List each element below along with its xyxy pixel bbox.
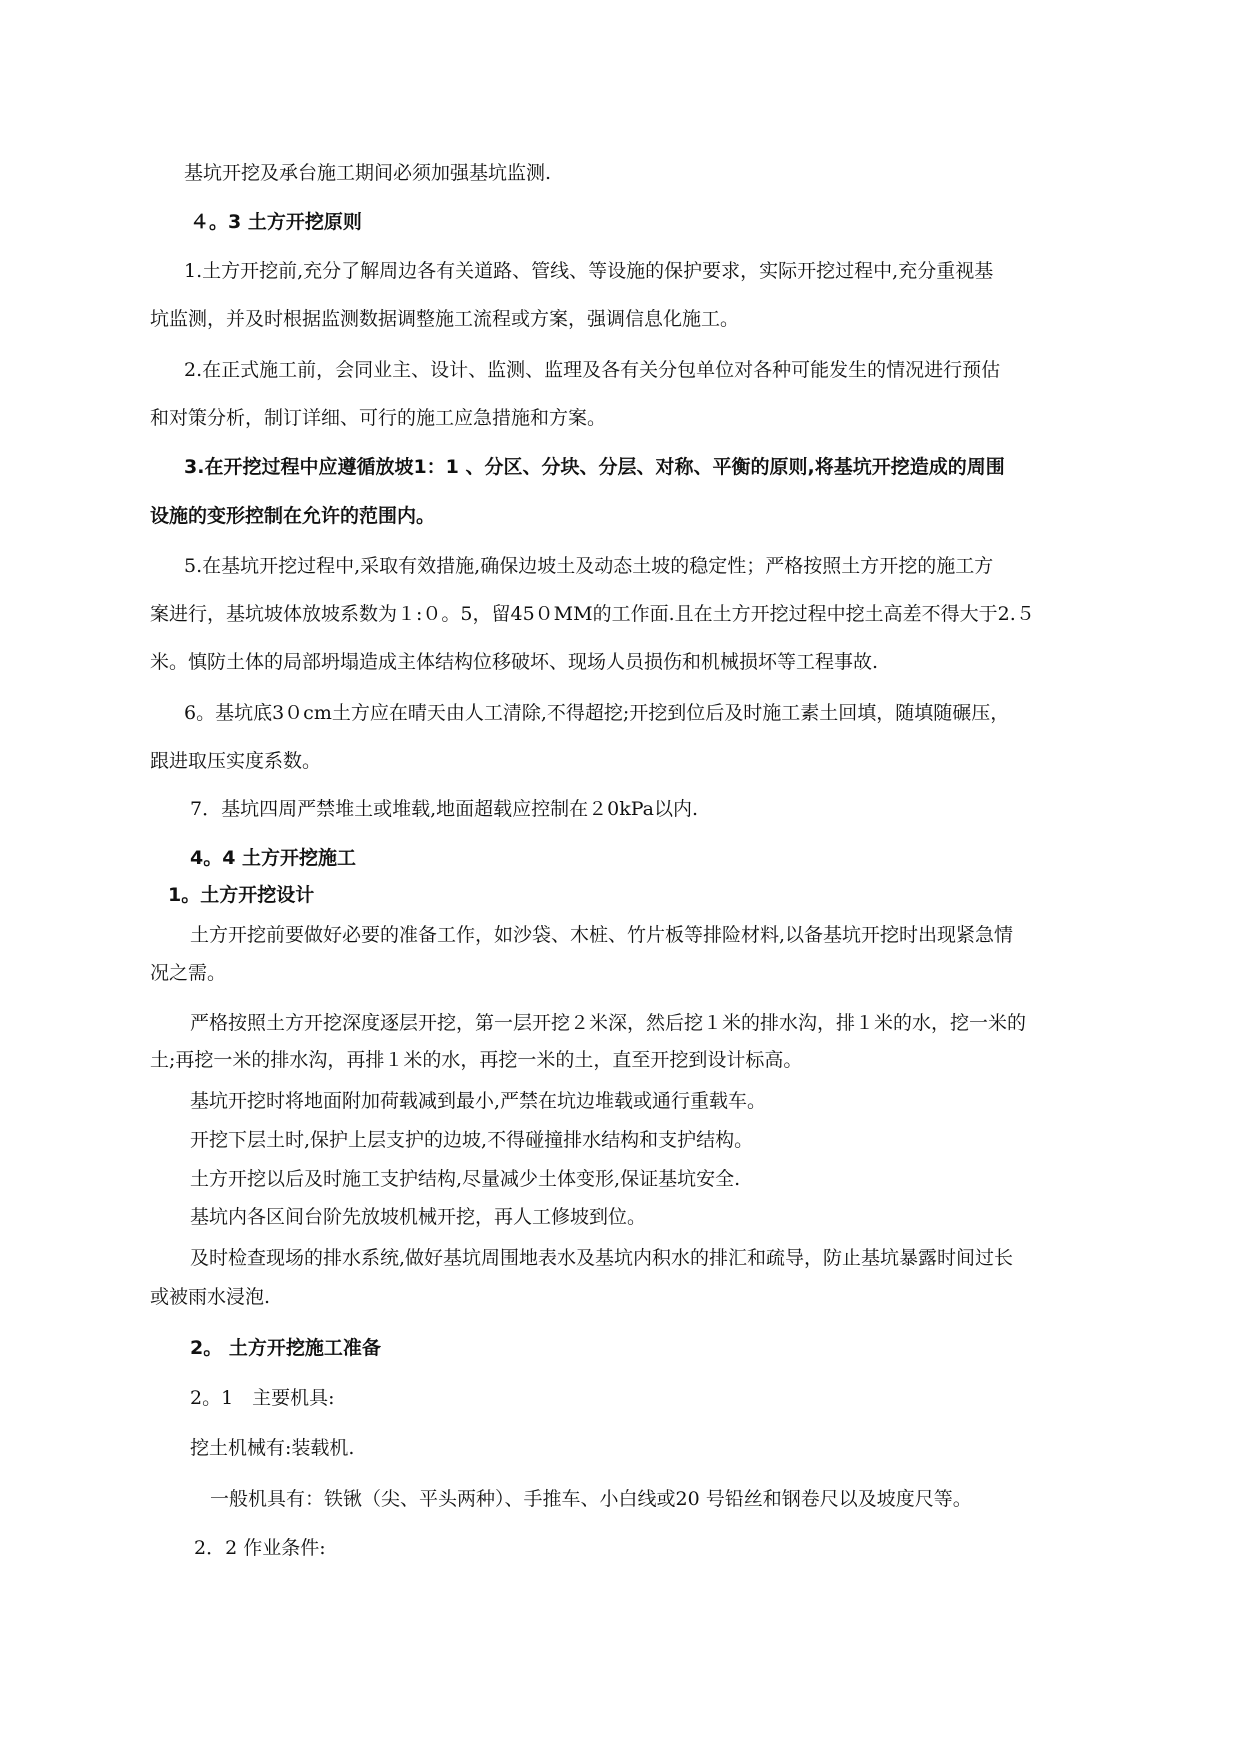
text-line: 2.在正式施工前，会同业主、设计、监测、监理及各有关分包单位对各种可能发生的情况进行预估	[184, 359, 1001, 381]
text-line: 土方开挖以后及时施工支护结构,尽量减少土体变形,保证基坑安全.	[190, 1168, 741, 1190]
text-line: 严格按照土方开挖深度逐层开挖，第一层开挖２米深，然后挖１米的排水沟，排１米的水，挖一米的	[190, 1012, 1027, 1034]
text-line: 挖土机械有:装载机.	[190, 1437, 355, 1459]
text-line: 开挖下层土时,保护上层支护的边坡,不得碰撞排水结构和支护结构。	[190, 1129, 754, 1151]
section-heading: 2。 土方开挖施工准备	[190, 1337, 381, 1359]
section-heading: ４。3 土方开挖原则	[190, 211, 362, 233]
section-heading: 4。4 土方开挖施工	[190, 847, 357, 869]
subsection-heading: 1。土方开挖设计	[168, 884, 315, 906]
text-line: 坑监测，并及时根据监测数据调整施工流程或方案，强调信息化施工。	[150, 308, 740, 330]
text-line: 案进行，基坑坡体放坡系数为１:０。5，留45０MM的工作面.且在土方开挖过程中挖土高差不得大于2.５	[150, 603, 1035, 625]
text-line: 和对策分析，制订详细、可行的施工应急措施和方案。	[150, 407, 607, 429]
text-line: 2。1 主要机具:	[190, 1387, 335, 1409]
text-line: 5.在基坑开挖过程中,采取有效措施,确保边坡土及动态土坡的稳定性；严格按照土方开挖的施工方	[184, 555, 994, 577]
text-line: 一般机具有：铁锹（尖、平头两种）、手推车、小白线或20 号铅丝和钢卷尺以及坡度尺等。	[210, 1488, 972, 1510]
text-line: 况之需。	[150, 962, 227, 984]
text-line: 米。慎防土体的局部坍塌造成主体结构位移破坏、现场人员损伤和机械损坏等工程事故.	[150, 651, 879, 673]
text-line: 7．基坑四周严禁堆土或堆载,地面超载应控制在２0kPa以内.	[190, 798, 699, 820]
text-line: 1.土方开挖前,充分了解周边各有关道路、管线、等设施的保护要求，实际开挖过程中,充分重视基	[184, 260, 994, 282]
bold-text-line: 3.在开挖过程中应遵循放坡1：1 、分区、分块、分层、对称、平衡的原则,将基坑开挖造成的周围	[184, 456, 1005, 478]
text-line: 6。基坑底3０cm土方应在晴天由人工清除,不得超挖;开挖到位后及时施工素土回填，随填随碾压，	[184, 702, 1010, 724]
text-line: 跟进取压实度系数。	[150, 750, 322, 772]
text-line: 基坑开挖时将地面附加荷载减到最小,严禁在坑边堆载或通行重载车。	[190, 1090, 767, 1112]
text-line: 或被雨水浸泡.	[150, 1286, 271, 1308]
text-line: 2．2 作业条件:	[194, 1537, 326, 1559]
text-line: 基坑内各区间台阶先放坡机械开挖，再人工修坡到位。	[190, 1206, 647, 1228]
text-line: 土;再挖一米的排水沟，再排１米的水，再挖一米的土，直至开挖到设计标高。	[150, 1049, 803, 1071]
text-line: 土方开挖前要做好必要的准备工作，如沙袋、木桩、竹片板等排险材料,以备基坑开挖时出现紧急情	[190, 924, 1014, 946]
bold-text-line: 设施的变形控制在允许的范围内。	[150, 505, 436, 527]
text-line: 基坑开挖及承台施工期间必须加强基坑监测.	[184, 162, 552, 184]
text-line: 及时检查现场的排水系统,做好基坑周围地表水及基坑内积水的排汇和疏导，防止基坑暴露时间过长	[190, 1247, 1014, 1269]
